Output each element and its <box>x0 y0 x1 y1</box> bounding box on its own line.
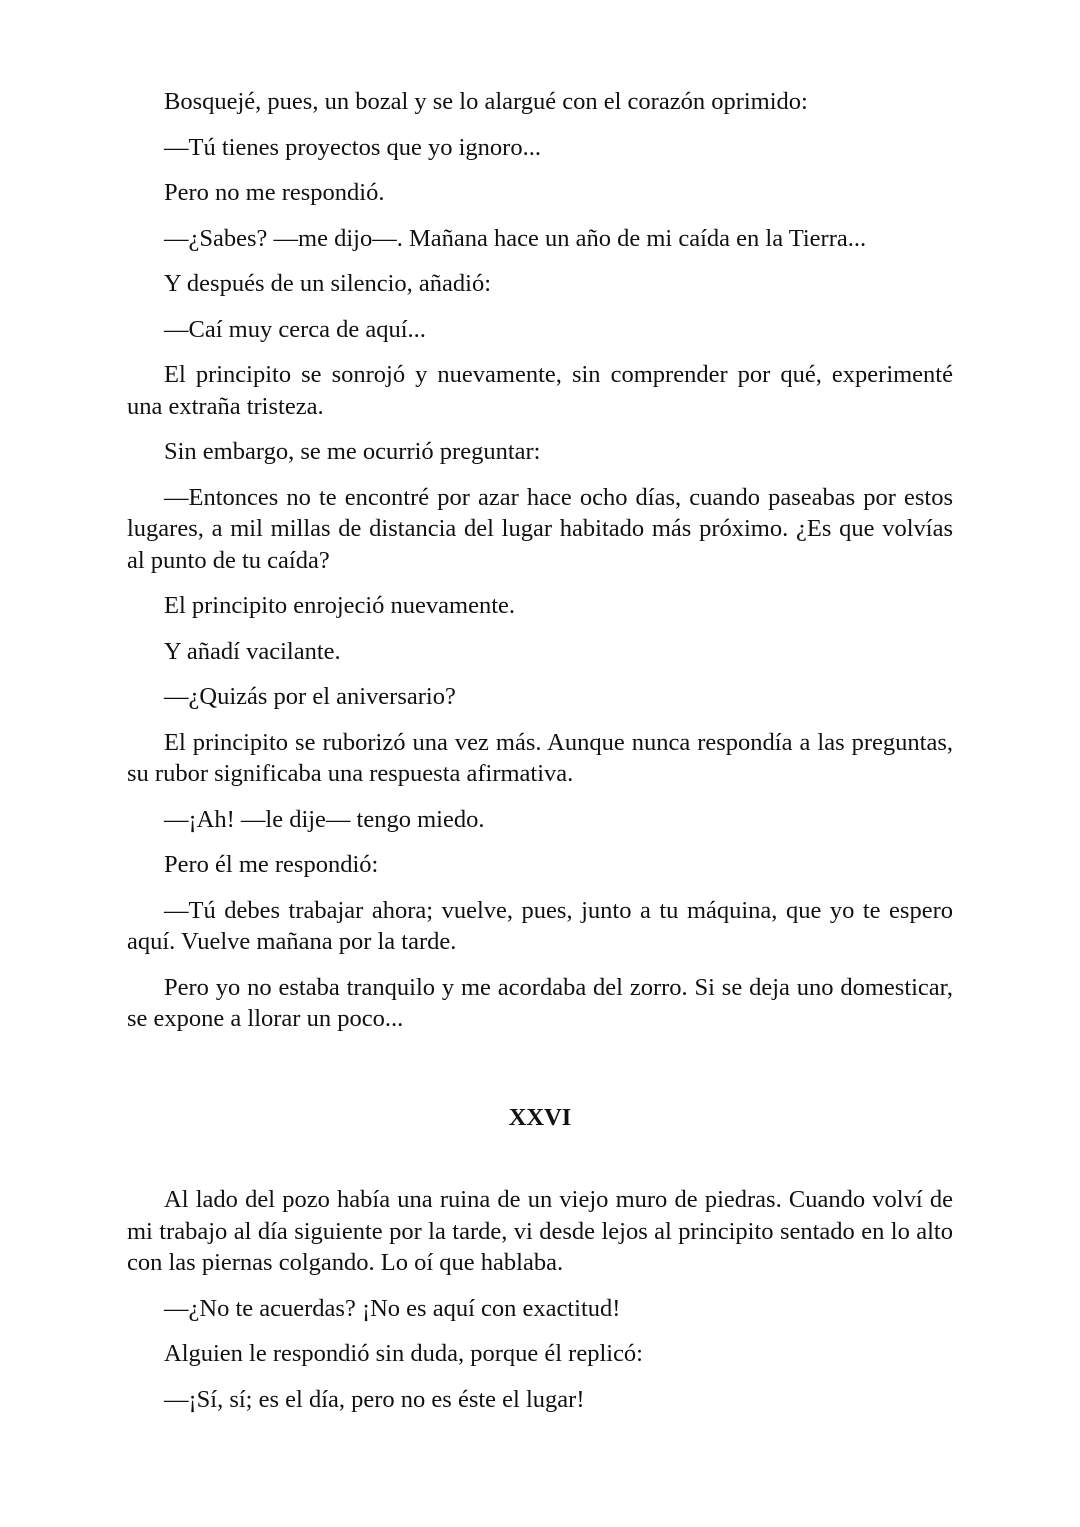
paragraph: Al lado del pozo había una ruina de un viejo muro de piedras. Cuando volví de mi trabajo al día siguiente por la tarde, vi desde lejos al principito sentado en lo alto con las piernas colgando. Lo oí que hablaba. <box>127 1186 953 1276</box>
paragraph: Y después de un silencio, añadió: <box>164 270 492 297</box>
paragraph: —¡Sí, sí; es el día, pero no es éste el lugar! <box>164 1385 585 1413</box>
chapter-heading: XXVI <box>508 1103 572 1131</box>
paragraph: —¿Sabes? —me dijo—. Mañana hace un año de mi caída en la Tierra... <box>164 224 867 252</box>
paragraph: —Entonces no te encontré por azar hace ocho días, cuando paseabas por estos lugares, a mil millas de distancia del lugar habitado más próximo. ¿Es que volvías al punto de tu caída? <box>127 483 953 574</box>
paragraph: El principito se sonrojó y nuevamente, sin comprender por qué, experimenté una extraña tristeza. <box>127 361 953 420</box>
paragraph: —Tú debes trabajar ahora; vuelve, pues, junto a tu máquina, que yo te espero aquí. Vuelve mañana por la tarde. <box>127 896 953 955</box>
paragraph: —¡Ah! —le dije— tengo miedo. <box>164 805 485 833</box>
paragraph: El principito enrojeció nuevamente. <box>164 592 516 619</box>
paragraph: —Tú tienes proyectos que yo ignoro... <box>164 133 541 161</box>
paragraph: Pero no me respondió. <box>164 179 385 206</box>
book-page <box>127 86 953 1429</box>
paragraph: El principito se ruborizó una vez más. Aunque nunca respondía a las preguntas, su rubor significaba una respuesta afirmativa. <box>127 728 953 787</box>
paragraph: Bosquejé, pues, un bozal y se lo alargué con el corazón oprimido: <box>164 88 808 115</box>
paragraph: Pero yo no estaba tranquilo y me acordaba del zorro. Si se deja uno domesticar, se expone a llorar un poco... <box>127 973 953 1032</box>
paragraph: Y añadí vacilante. <box>164 637 341 665</box>
paragraph: —¿No te acuerdas? ¡No es aquí con exactitud! <box>164 1294 621 1322</box>
paragraph: —Caí muy cerca de aquí... <box>164 315 426 343</box>
paragraph: Pero él me respondió: <box>164 851 379 878</box>
paragraph: Sin embargo, se me ocurrió preguntar: <box>164 438 541 465</box>
paragraph: Alguien le respondió sin duda, porque él replicó: <box>164 1340 643 1367</box>
paragraph: —¿Quizás por el aniversario? <box>164 683 456 710</box>
